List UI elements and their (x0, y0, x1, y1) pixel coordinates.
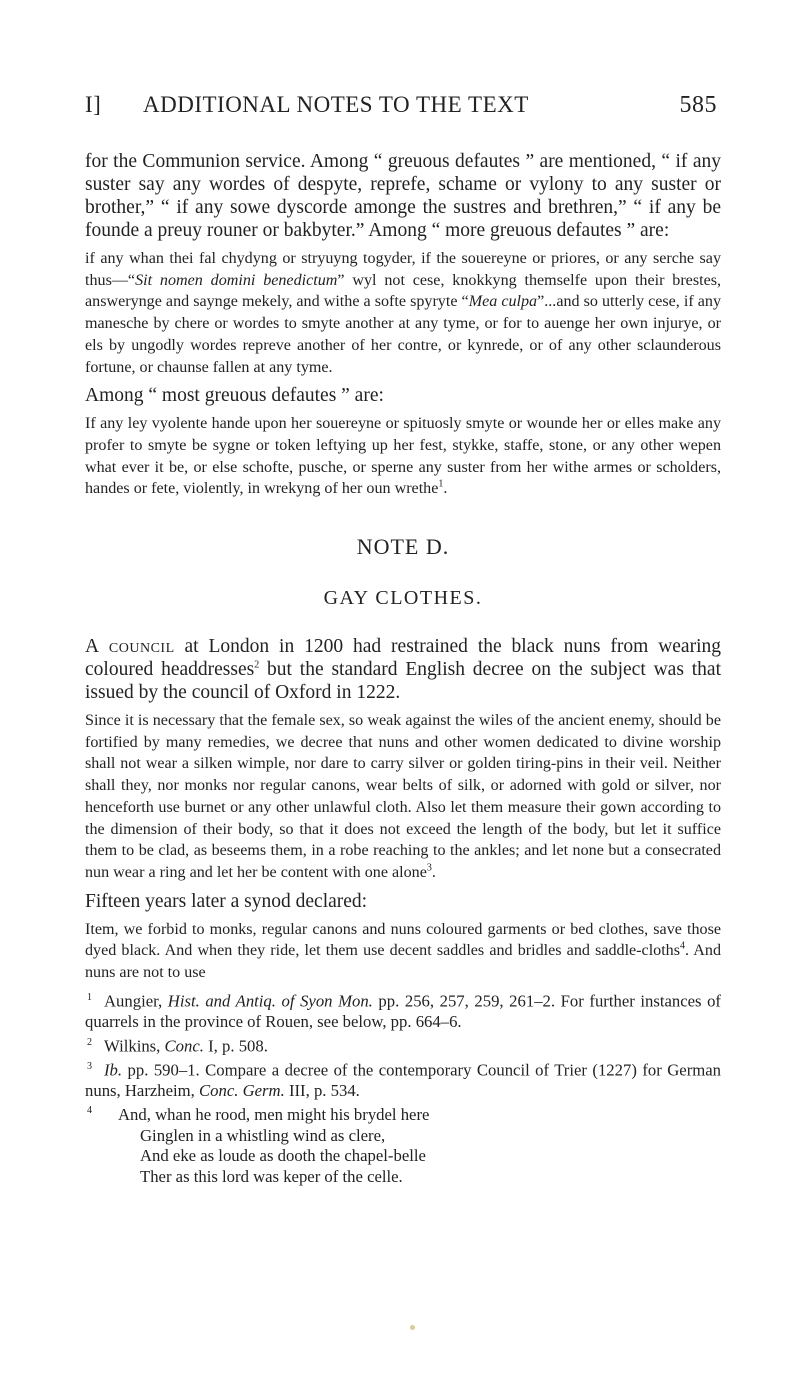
running-title: ADDITIONAL NOTES TO THE TEXT (143, 92, 529, 117)
quotation-2: If any ley vyolente hande upon her souereyne or spituosly smyte or wounde her or elles make any profer to smyte be sygne or token leftying up her fest, stykke, staffe, stone, or any other wepen what ever it be, or else schofte, pusche, or sperne any suster from her withe armes or scholders, handes or fete, violently, in wrekyng of her oun wrethe$^1$. (85, 415, 721, 498)
verse-line-4: Ther as this lord was keper of the celle. (140, 1166, 403, 1186)
chapter-mark: I] (85, 92, 102, 117)
verse-line-2: Ginglen in a whistling wind as clere, (140, 1125, 386, 1145)
body-paragraph-2: Among “ most greuous defautes ” are: (85, 385, 384, 407)
footnote-ref-3: 3 (426, 862, 432, 874)
verse-line-1: And, whan he rood, men might his brydel here (118, 1104, 430, 1124)
quotation-1-latin-1: Sit nomen domini benedictum (135, 271, 338, 289)
page-body (85, 150, 721, 1187)
footnote-3: $^3$ Ib. pp. 590–1. Compare a decree of the contemporary Council of Trier (1227) for German nuns, Harzheim, Conc. Germ. III, p. 534. (85, 1060, 721, 1100)
quotation-4: Item, we forbid to monks, regular canons and nuns coloured garments or bed clothes, save those dyed black. And when they ride, let them use decent saddles and bridles and saddle-cloths$^4$. And nuns are not to use (85, 920, 722, 982)
note-subheading: GAY CLOTHES. (323, 587, 483, 610)
footnote-1: $^1$ Aungier, Hist. and Antiq. of Syon Mon. pp. 256, 257, 259, 261–2. For further instances of quarrels in the province of Rouen, see below, pp. 664–6. (85, 991, 721, 1031)
body-paragraph-3: A council at London in 1200 had restrained the black nuns from wearing coloured headdresses$^2$ but the standard English decree on the subject was that issued by the council of Oxford in 1222. (85, 636, 721, 704)
quotation-1-latin-2: Mea culpa (468, 293, 538, 311)
footnote-ref-4: 4 (680, 941, 685, 952)
note-heading: NOTE D. (356, 534, 450, 560)
body-paragraph-4: Fifteen years later a synod declared: (85, 890, 368, 912)
body-paragraph-1: for the Communion service. Among “ greuous defautes ” are mentioned, “ if any suster say any wordes of despyte, reprefe, schame or vylony to any suster or brother,” “ if any sowe dyscorde amonge the sustres and brethren,” “ if any be founde a preuy rouner or bakbyter.” Among “ more greuous defautes ” are: (85, 151, 721, 241)
running-header (85, 92, 717, 122)
quotation-3: Since it is necessary that the female sex, so weak against the wiles of the ancient enemy, should be fortified by many remedies, we decree that nuns and other women dedicated to divine worship shall not wear a silken wimple, nor dare to carry silver or golden tiring-pins in their veil. Neither shall they, nor monks nor regular canons, wear belts of silk, or adorned with gold or silver, nor henceforth use burnet or any other unlawful cloth. Also let them measure their gown according to the dimension of their body, so that it does not exceed the length of the body, but let it suffice them to be clad, as beseems them, in a robe reaching to the ankles; and let none but a consecrated nun wear a ring and let her be content with one alone$^3$. (85, 712, 721, 881)
footnote-2: $^2$ Wilkins, Conc. I, p. 508. (87, 1036, 268, 1056)
footnotes (85, 988, 721, 1188)
footnote-ref-2: 2 (254, 659, 260, 671)
verse-line-3: And eke as loude as dooth the chapel-belle (140, 1146, 426, 1166)
footnote-ref-1: 1 (438, 478, 444, 490)
page-number: 585 (679, 92, 717, 118)
footnote-4: $^4$ And, whan he rood, men might his brydel here (87, 1104, 430, 1124)
quotation-1: if any whan thei fal chydyng or stryuyng togyder, if the souereyne or priores, or any serche say thus—“Sit nomen domini benedictum” wyl not cese, knokkyng themselfe upon their brestes, answerynge and saynge mekely, and withe a softe spyryte “Mea culpa”...and so utterly cese, if any manesche by chere or wordes to smyte another at any tyme, or for to auenge her own injurye, or els by ungodly wordes repreve another of her contre, or kynrede, or of any other sclaunderous fortune, or chaunse fallen at any tyme. (85, 250, 721, 376)
paper-speck (410, 1325, 415, 1330)
